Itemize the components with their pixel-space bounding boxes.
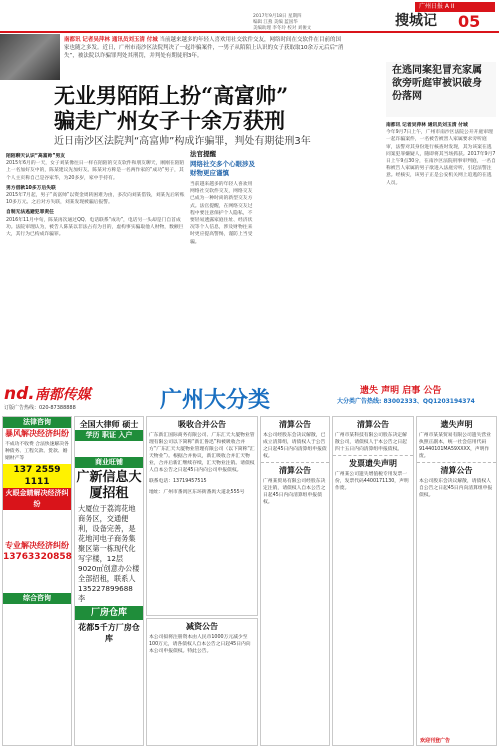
section-warehouse: 厂房仓库 <box>75 606 143 620</box>
masthead-meta: 2017年9月18日 星期四 编辑 江燕 美编 蓝国华 美编助理 李冬玲 校对 刘俊文 <box>253 14 312 31</box>
sidebar-note <box>190 150 255 246</box>
note-title: 法官提醒 <box>190 150 216 158</box>
ad-column-5 <box>332 416 414 746</box>
notice-text: 本公司股东会决议解散，请债权人自公告之日起45日内向清算组申报债权。 <box>419 479 493 498</box>
media-logo: nd.南都传媒 <box>4 384 91 404</box>
ad-column-6 <box>416 416 497 746</box>
notice-title: 吸收合并公告 <box>178 420 226 429</box>
ad-phone: 13763320858 <box>3 552 72 562</box>
notice-text: 本公司拟将注册资本由人民币1000万元减少至100万元，请各债权人自本公告之日起45日内向本公司申报债权。特此公告。 <box>149 635 251 654</box>
classified-hotline: 大分类广告热线: 83002333、QQ1203194374 <box>337 398 475 405</box>
ad-phone: 137 2559 1111 <box>3 464 71 488</box>
paragraph-1: 2015年6月的一天，女子刘某像往日一样在陌陌的交友软件和朋友聊天，刚刚在陌陌上一名加好友中的，陈某建议先加好友。陈某对方称是一名两作家的“成功”男子，其个人主页称自己是谷家华，为20多岁，家中手持有。 <box>6 161 185 181</box>
ad-title: 花都5千方厂房仓库 <box>78 623 140 643</box>
headline-line2: 骗走广州女子十余万获刑 <box>54 108 285 133</box>
notice-contact: 联系电话：13719457515 <box>149 479 207 484</box>
notice-address: 地址：广州市番禺区东环街番禺大道北555号 <box>149 490 245 495</box>
notice-title: 清算公告 <box>357 420 389 429</box>
notice-title: 清算公告 <box>279 420 311 429</box>
notice-text: 广州市某科技有限公司股东决定解散公司，请债权人于本公告之日起四十五日内向清算组申报债权。 <box>333 430 413 456</box>
lead-text: 南都讯 记者吴萍林 通讯员刘玉清 付城 当前越来越多的年轻人喜欢用社交软件交友，网络时间在交软件在目前的国家也随之多发。近日，广州市南沙区法院判决了一起诈骗案件，一男子从陌陌上认识的女子获取取10余万元后后“消失”，被法院以诈骗罪判处其刑罚，并判处有期徒刑3年。 <box>64 37 344 59</box>
section-tag: 搜城记 <box>395 13 437 29</box>
page-number: 05 <box>458 12 481 31</box>
header-rule <box>0 31 499 33</box>
section-education: 学历 职证 入户 <box>75 430 143 441</box>
ad-text: 不成功不收费 合法快速解决各种债务、工程欠款、货款、婚姻财产等 <box>5 442 69 461</box>
right-text: 今年9月7日上午，广州市南沙区法院公开开庭审理一起诈骗案件，一名被告被害人家属要求旁听庭审，法警对其身份进行核查时发现，其为该案在逃同案犯罪嫌疑人，随即将其当场抓获。2017年9月7日上午9点30分，在南沙区法院刑事审判庭，一名自称被告人家属的男子欲进入法庭旁听，引起法警注意。经核实，该男子正是公安机关网上追逃的在逃人员。 <box>386 130 496 186</box>
headline <box>54 83 354 148</box>
right-byline: 南都讯 记者吴萍林 通讯员刘玉清 付城 <box>386 123 468 128</box>
notice-title: 遗失声明 <box>440 420 473 429</box>
notice-title: 减资公告 <box>186 622 218 631</box>
article-body <box>6 150 186 238</box>
hire-body: 大厦位于荔湾花地商务区，交通便利，设备完善，是花地河电子商务集聚区第一栋现代化写字楼，12层9020㎡创意办公楼全部招租，联系人135227899688李 <box>78 504 140 603</box>
ad-hotline: 订版广告热线：020-87388888 <box>4 405 76 411</box>
section-legal: 法律咨询 <box>3 417 71 428</box>
ad-strip: 火眼金睛解决经济纠纷 <box>3 488 71 510</box>
notice-title: 清算公告 <box>279 466 311 475</box>
notice-title: 发票遗失声明 <box>349 459 397 468</box>
ad-column-3b <box>146 618 258 746</box>
ad-column-2 <box>74 416 144 746</box>
right-article <box>386 122 496 187</box>
subhead-3: 自制无法逃避犯罪责任 <box>6 210 54 216</box>
ad-footer: 欢迎刊登广告 <box>420 738 451 744</box>
notice-text: 本公司经股东会决议解散，已成立清算组，请债权人于公告之日起45日内向清算组申报债权。 <box>261 430 329 463</box>
subhead-1: 陌陌聊天认识“高富帅”男友 <box>6 154 66 159</box>
notice-text: 广州市某某贸易有限公司遗失营业执照正副本，统一社会信用代码91440101MA59XXXX，声明作废。 <box>417 430 496 463</box>
ad-column-4 <box>260 416 330 746</box>
ad-column-3 <box>146 416 258 616</box>
lead-photo <box>0 34 60 80</box>
ad-column-1 <box>2 416 72 746</box>
paragraph-3: 2016年11月中旬，陈某再次通过QQ、电话联系“成功”，电话另一头却是门自首成功。法院审理认为，被告人陈某以非法占有为目的，虚构事实骗取他人财物，数额巨大，其行为已构成诈骗罪。 <box>6 217 184 238</box>
classified-header <box>0 380 499 414</box>
side-title: 在逃同案犯冒充家属欲旁听庭审被识破身份落网 <box>392 65 482 102</box>
pull-quote: 网络社交多个心眼涉及财物更应谨慎 <box>190 160 255 177</box>
notice-text: 广州某贸易有限公司经股东决定注销，请债权人自本公告之日起45日内向清算组申报债权。 <box>263 479 326 505</box>
ad-title: 暴风解决经济纠纷 <box>5 429 69 438</box>
ad-title: 专业解决经济纠纷 <box>5 541 69 550</box>
headline-line1: 无业男陌陌上扮“高富帅” <box>54 83 289 108</box>
side-title-box <box>386 62 496 117</box>
notice-title: 清算公告 <box>440 466 473 475</box>
classified-categories: 遗失 声明 启事 公告 <box>360 386 442 396</box>
paragraph-2: 2015年7月起，男子“高富帅”以资金周转困难为由，多次向刘某借钱，刘某先后转账10多万元。之后对方失联，刘某发现被骗后报警。 <box>6 193 185 206</box>
note-text: 当前越来越多的年轻人喜欢用网络社交软件交友，网络交友已成为一种时尚的新型交友方式。法官提醒，在网络交友过程中要注意保护个人隐私，不要轻易透露家庭住址、经济状况等个人信息，涉及财物往来时更应提高警惕，谨防上当受骗。 <box>190 182 253 245</box>
section-shops: 商业旺铺 <box>75 457 143 468</box>
deck: 近日南沙区法院判“高富帅”构成诈骗罪，判处有期徒刑3年 <box>54 136 311 147</box>
brand-logo: 广州日报 A II <box>415 2 495 12</box>
subhead-2: 男方借款10多万后失联 <box>6 185 56 191</box>
classified-banner: 广州大分类 <box>160 387 271 413</box>
ad-title: 全国大律师 硕士 <box>79 420 139 429</box>
notice-text: 广东新汇国际商务有限公司、广东汇天大厦物业管理有限公司以下简称“新汇鲁迅”和被吸收合并方“广东汇天大厦物业管理有限公司（以下简称“汇天物业”）。根据合并协议，新汇吸收合并汇天物业，合并后新汇继续存续，汇天物业注销。请债权人自本公告之日起45日内向公司申报债权。 <box>149 433 255 473</box>
masthead <box>0 0 499 30</box>
notice-text: 广州某公司遗失增值税专用发票一份，发票代码4400171130，声明作废。 <box>335 472 409 491</box>
hire-title: 广新信息大厦招租 <box>76 470 142 501</box>
section-consult: 综合咨询 <box>3 593 71 604</box>
